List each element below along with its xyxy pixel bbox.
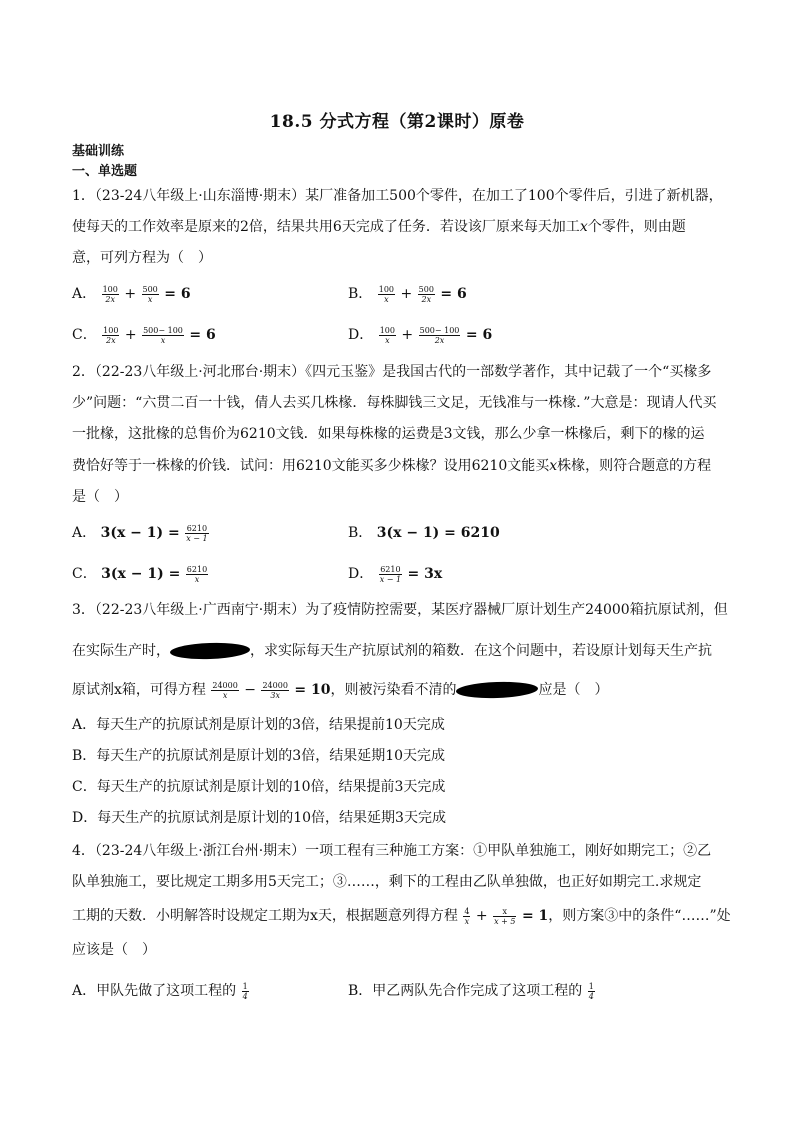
q1-line3: 意，可列方程为（ ） [72, 250, 212, 266]
q1-line1: 1．（23-24八年级上·山东淄博·期末）某厂准备加工500个零件，在加工了100个零件后，引进了新机器， [72, 188, 723, 204]
q3-line2: 在实际生产时， ，求实际每天生产抗原试剂的箱数．在这个问题中，若设原计划每天生产抗 [72, 643, 712, 659]
q3-option-c[interactable]: C．每天生产的抗原试剂是原计划的10倍，结果提前3天完成 [72, 779, 446, 795]
q2-line5: 是（ ） [72, 489, 128, 505]
q4-line2: 队单独施工，要比规定工期多用5天完工；③……，剩下的工程由乙队单独做，也正好如期完工.求规定 [72, 874, 702, 890]
section-single-choice: 一、单选题 [72, 164, 138, 179]
q3-option-b[interactable]: B．每天生产的抗原试剂是原计划的3倍，结果延期10天完成 [72, 748, 446, 764]
q4-line3: 工期的天数．小明解答时设规定工期为x天，根据题意列得方程 $\frac{4}{x}$ + $\frac{x}{x + 5}$ = 1，则方案③中的条件“……”处 [72, 906, 731, 926]
q4-line1: 4．（23-24八年级上·浙江台州·期末）一项工程有三种施工方案：①甲队单独施工，刚好如期完工；②乙 [72, 843, 712, 859]
q2-option-b[interactable]: B． 3(x − 1) = 6210 [348, 525, 500, 541]
q2-line3: 一批椽，这批椽的总售价为6210文钱．如果每株椽的运费是3文钱，那么少拿一株椽后，剩下的椽的运 [72, 426, 705, 442]
q1-option-c[interactable]: C． $\frac{100}{2x}$ + $\frac{500- 100}{x}$ = 6 [72, 325, 216, 345]
section-basic-training: 基础训练 [72, 144, 125, 159]
ink-blot [456, 681, 539, 700]
q1-option-a[interactable]: A． $\frac{100}{2x}$ + $\frac{500}{x}$ = 6 [72, 284, 191, 304]
q3-line3: 原试剂x箱，可得方程 $\frac{24000}{x}$ − $\frac{24000}{3x}$ = 10，则被污染看不清的 应是（ ） [72, 680, 609, 700]
q4-line4: 应该是（ ） [72, 942, 156, 958]
q2-line1: 2．（22-23八年级上·河北邢台·期末）《四元玉鉴》是我国古代的一部数学著作，其中记载了一个“买椽多 [72, 364, 712, 380]
q2-line2: 少”问题：“六贯二百一十钱，倩人去买几株椽．每株脚钱三文足，无钱准与一株椽．”大意是：现请人代买 [72, 395, 717, 411]
q2-option-c[interactable]: C． 3(x − 1) = $\frac{6210}{x}$ [72, 564, 208, 584]
q2-option-d[interactable]: D． $\frac{6210}{x - 1}$ = 3x [348, 564, 443, 584]
q2-line4: 费恰好等于一株椽的价钱．试问：用6210文能买多少株椽？设用6210文能买x株椽，则符合题意的方程 [72, 458, 712, 474]
q3-option-d[interactable]: D．每天生产的抗原试剂是原计划的10倍，结果延期3天完成 [72, 810, 446, 826]
q4-option-b[interactable]: B．甲乙两队先合作完成了这项工程的 $\frac{1}{4}$ [348, 981, 594, 1001]
q4-option-a[interactable]: A．甲队先做了这项工程的 $\frac{1}{4}$ [72, 981, 248, 1001]
q3-option-a[interactable]: A．每天生产的抗原试剂是原计划的3倍，结果提前10天完成 [72, 717, 445, 733]
q3-line1: 3．（22-23八年级上·广西南宁·期末）为了疫情防控需要，某医疗器械厂原计划生产24000箱抗原试剂，但 [72, 602, 728, 618]
q1-option-d[interactable]: D． $\frac{100}{x}$ + $\frac{500- 100}{2x}$ = 6 [348, 325, 493, 345]
ink-blot [170, 642, 251, 661]
q2-option-a[interactable]: A． 3(x − 1) = $\frac{6210}{x - 1}$ [72, 523, 208, 543]
page-title: 18.5 分式方程（第2课时）原卷 [269, 112, 525, 132]
q1-option-b[interactable]: B． $\frac{100}{x}$ + $\frac{500}{2x}$ = 6 [348, 284, 467, 304]
q1-line2: 使每天的工作效率是原来的2倍，结果共用6天完成了任务．若设该厂原来每天加工x个零件，则由题 [72, 219, 686, 235]
